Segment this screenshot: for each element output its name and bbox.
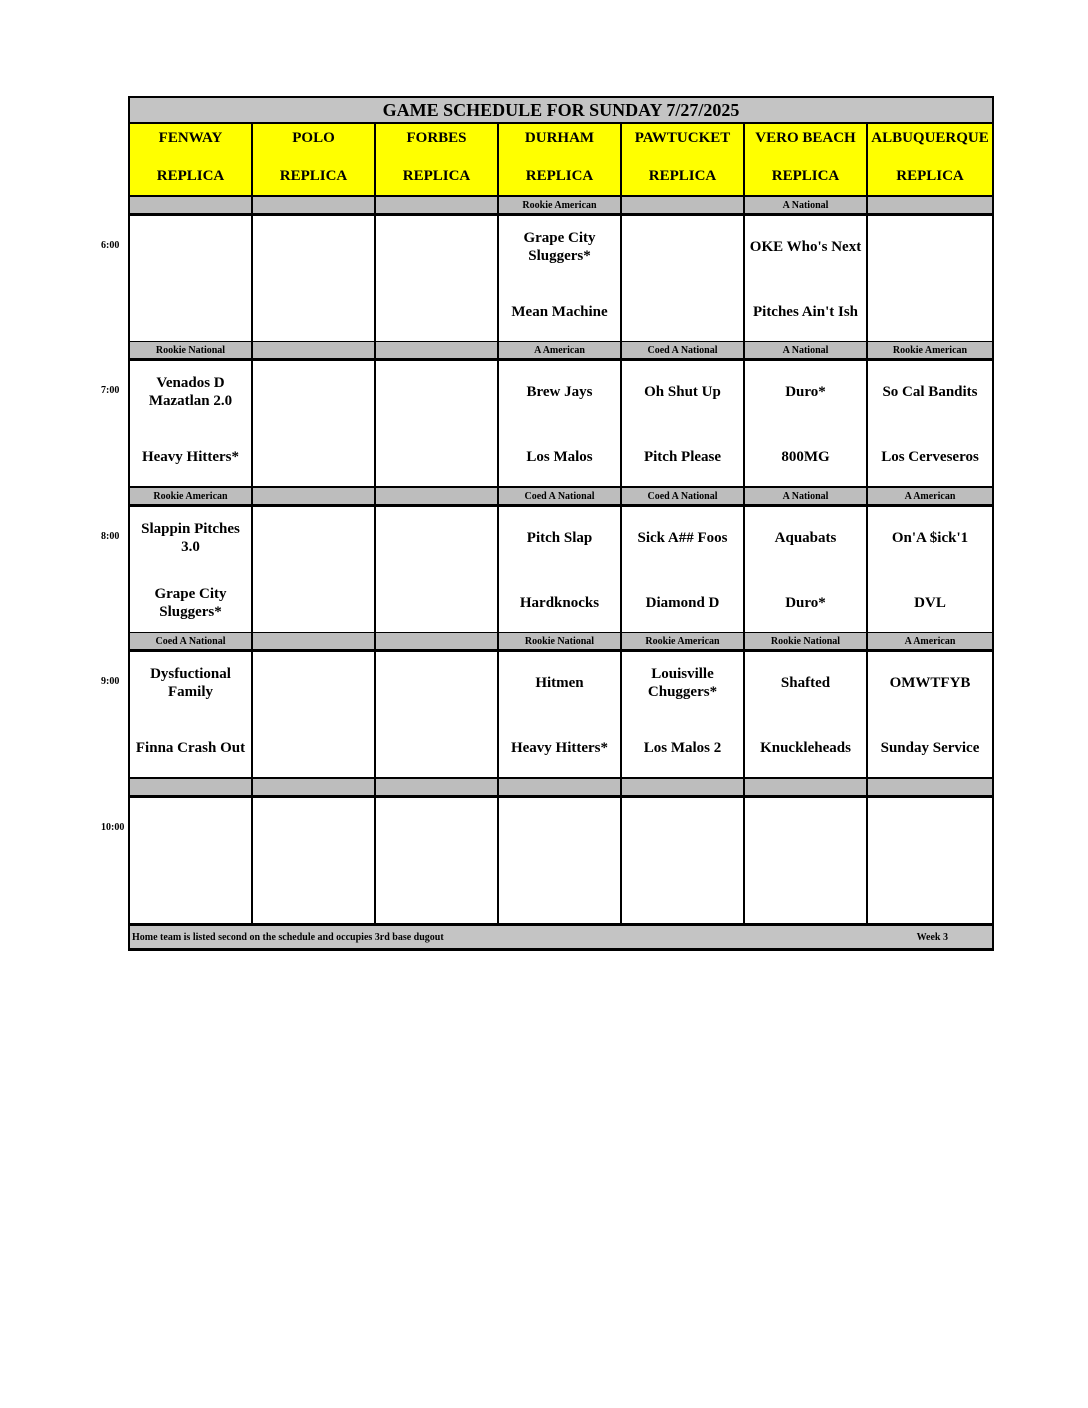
game-cell xyxy=(130,798,251,923)
away-team xyxy=(253,361,374,423)
game-cell xyxy=(253,361,374,486)
division-label xyxy=(499,779,620,795)
game-cell xyxy=(499,798,620,923)
home-team: Duro* xyxy=(785,595,826,611)
home-team: Hardknocks xyxy=(519,595,600,611)
away-team: Brew Jays xyxy=(526,384,593,400)
game-cell xyxy=(745,216,866,341)
home-team xyxy=(376,585,497,621)
division-label xyxy=(745,779,866,795)
away-team: On'A $ick'1 xyxy=(891,530,969,546)
field-header-1 xyxy=(253,124,374,195)
field-header-4 xyxy=(622,124,743,195)
field-name: FORBES xyxy=(406,130,467,146)
game-cell xyxy=(622,361,743,486)
time-label: 10:00 xyxy=(101,822,125,833)
home-team xyxy=(253,585,374,621)
field-name: DURHAM xyxy=(524,130,595,146)
game-cell xyxy=(868,652,992,777)
away-team: OKE Who's Next xyxy=(749,239,862,255)
field-name: POLO xyxy=(292,130,335,146)
away-team xyxy=(130,798,251,860)
home-team xyxy=(376,876,497,912)
game-cell xyxy=(130,507,251,632)
field-subtitle: REPLICA xyxy=(771,168,840,184)
field-header-3 xyxy=(499,124,620,195)
game-cell xyxy=(745,652,866,777)
home-team: Grape City Sluggers* xyxy=(154,586,227,620)
game-cell xyxy=(622,652,743,777)
home-team xyxy=(622,294,743,330)
division-label: A American xyxy=(868,633,992,649)
division-label xyxy=(130,197,251,213)
game-cell xyxy=(130,652,251,777)
field-header-6 xyxy=(868,124,992,195)
game-cell xyxy=(253,798,374,923)
away-team: Oh Shut Up xyxy=(644,384,721,400)
home-team: Los Malos xyxy=(526,449,593,465)
away-team xyxy=(130,216,251,278)
week-label: Week 3 xyxy=(916,931,948,943)
home-team xyxy=(868,876,992,912)
away-team: Louisville Chuggers* xyxy=(647,666,718,700)
home-team: Los Malos 2 xyxy=(643,740,722,756)
division-label xyxy=(622,779,743,795)
division-label xyxy=(376,342,497,358)
away-team xyxy=(868,798,992,860)
field-name: ALBUQUERQUE xyxy=(871,130,989,146)
field-header-0 xyxy=(130,124,251,195)
home-team: Knuckleheads xyxy=(760,740,851,756)
division-label: A National xyxy=(745,197,866,213)
division-label: Coed A National xyxy=(130,633,251,649)
game-cell xyxy=(499,361,620,486)
home-team: 800MG xyxy=(781,449,830,465)
division-label xyxy=(130,779,251,795)
time-label: 9:00 xyxy=(101,676,120,687)
away-team xyxy=(622,216,743,278)
away-team: Slappin Pitches 3.0 xyxy=(141,521,240,555)
home-team xyxy=(253,439,374,475)
away-team xyxy=(376,361,497,423)
away-team xyxy=(376,652,497,714)
division-label: Rookie National xyxy=(745,633,866,649)
division-label xyxy=(253,488,374,504)
home-team: Pitch Please xyxy=(643,449,722,465)
schedule-table xyxy=(128,96,994,951)
field-subtitle: REPLICA xyxy=(648,168,717,184)
away-team: OMWTFYB xyxy=(889,675,971,691)
home-team xyxy=(868,294,992,330)
home-team: Pitches Ain't Ish xyxy=(752,304,858,320)
home-team xyxy=(376,730,497,766)
game-cell xyxy=(868,361,992,486)
division-label: Coed A National xyxy=(622,342,743,358)
away-team xyxy=(745,798,866,860)
division-label xyxy=(376,488,497,504)
division-label: A National xyxy=(745,488,866,504)
schedule-footer xyxy=(130,926,992,948)
home-team xyxy=(499,876,620,912)
away-team xyxy=(253,798,374,860)
division-label: Coed A National xyxy=(499,488,620,504)
time-label: 8:00 xyxy=(101,531,120,542)
game-cell xyxy=(253,216,374,341)
field-header-5 xyxy=(745,124,866,195)
game-cell xyxy=(376,798,497,923)
game-cell xyxy=(622,507,743,632)
division-label xyxy=(253,633,374,649)
home-team xyxy=(253,876,374,912)
away-team: Shafted xyxy=(780,675,831,691)
away-team: So Cal Bandits xyxy=(882,384,978,400)
game-cell xyxy=(622,216,743,341)
home-team xyxy=(745,876,866,912)
division-label: Rookie American xyxy=(868,342,992,358)
away-team xyxy=(376,507,497,569)
home-team: Diamond D xyxy=(645,595,720,611)
home-team: DVL xyxy=(914,595,946,611)
time-label: 7:00 xyxy=(101,385,120,396)
home-team: Sunday Service xyxy=(880,740,980,756)
away-team xyxy=(622,798,743,860)
field-name: VERO BEACH xyxy=(755,130,856,146)
division-label: Rookie National xyxy=(130,342,251,358)
away-team: Dysfuctional Family xyxy=(150,666,231,700)
away-team: Hitmen xyxy=(535,675,584,691)
game-cell xyxy=(868,798,992,923)
division-label: Coed A National xyxy=(622,488,743,504)
away-team xyxy=(253,216,374,278)
division-label: Rookie National xyxy=(499,633,620,649)
home-team xyxy=(376,294,497,330)
away-team xyxy=(499,798,620,860)
field-subtitle: REPLICA xyxy=(279,168,348,184)
home-team: Finna Crash Out xyxy=(135,740,246,756)
game-cell xyxy=(376,507,497,632)
division-label xyxy=(868,779,992,795)
game-cell xyxy=(622,798,743,923)
time-label: 6:00 xyxy=(101,240,120,251)
game-cell xyxy=(253,652,374,777)
away-team xyxy=(253,507,374,569)
division-label: Rookie American xyxy=(622,633,743,649)
game-cell xyxy=(253,507,374,632)
home-team: Mean Machine xyxy=(511,304,608,320)
away-team: Pitch Slap xyxy=(526,530,593,546)
away-team: Aquabats xyxy=(774,530,837,546)
division-label xyxy=(253,197,374,213)
field-subtitle: REPLICA xyxy=(896,168,964,184)
away-team: Venados D Mazatlan 2.0 xyxy=(148,375,233,409)
division-label xyxy=(376,197,497,213)
away-team xyxy=(376,216,497,278)
home-team xyxy=(130,294,251,330)
division-label xyxy=(253,342,374,358)
division-label xyxy=(868,197,992,213)
away-team: Sick A## Foos xyxy=(637,530,728,546)
division-label xyxy=(253,779,374,795)
division-label xyxy=(376,633,497,649)
home-team xyxy=(130,876,251,912)
away-team: Grape City Sluggers* xyxy=(523,230,596,264)
division-label: Rookie American xyxy=(130,488,251,504)
division-label: A National xyxy=(745,342,866,358)
field-subtitle: REPLICA xyxy=(156,168,225,184)
game-cell xyxy=(499,216,620,341)
game-cell xyxy=(130,361,251,486)
game-cell xyxy=(745,361,866,486)
division-label: A American xyxy=(499,342,620,358)
division-label xyxy=(622,197,743,213)
game-cell xyxy=(376,361,497,486)
game-cell xyxy=(499,652,620,777)
schedule-title: GAME SCHEDULE FOR SUNDAY 7/27/2025 xyxy=(130,98,992,122)
game-cell xyxy=(745,798,866,923)
division-label xyxy=(376,779,497,795)
game-cell xyxy=(499,507,620,632)
home-team: Heavy Hitters* xyxy=(141,449,240,465)
home-team xyxy=(253,730,374,766)
division-label: Rookie American xyxy=(499,197,620,213)
home-team xyxy=(376,439,497,475)
game-cell xyxy=(376,652,497,777)
home-team: Los Cerveseros xyxy=(881,449,979,465)
home-team xyxy=(622,876,743,912)
field-subtitle: REPLICA xyxy=(525,168,594,184)
home-team xyxy=(253,294,374,330)
away-team: Duro* xyxy=(785,384,826,400)
field-name: PAWTUCKET xyxy=(634,130,731,146)
game-cell xyxy=(130,216,251,341)
game-cell xyxy=(376,216,497,341)
away-team xyxy=(253,652,374,714)
away-team xyxy=(376,798,497,860)
field-subtitle: REPLICA xyxy=(402,168,471,184)
division-label: A American xyxy=(868,488,992,504)
footer-note: Home team is listed second on the schedule and occupies 3rd base dugout xyxy=(132,931,444,943)
home-team: Heavy Hitters* xyxy=(510,740,609,756)
away-team xyxy=(868,216,992,278)
game-cell xyxy=(868,507,992,632)
game-cell xyxy=(868,216,992,341)
game-cell xyxy=(745,507,866,632)
field-header-2 xyxy=(376,124,497,195)
field-name: FENWAY xyxy=(158,130,223,146)
